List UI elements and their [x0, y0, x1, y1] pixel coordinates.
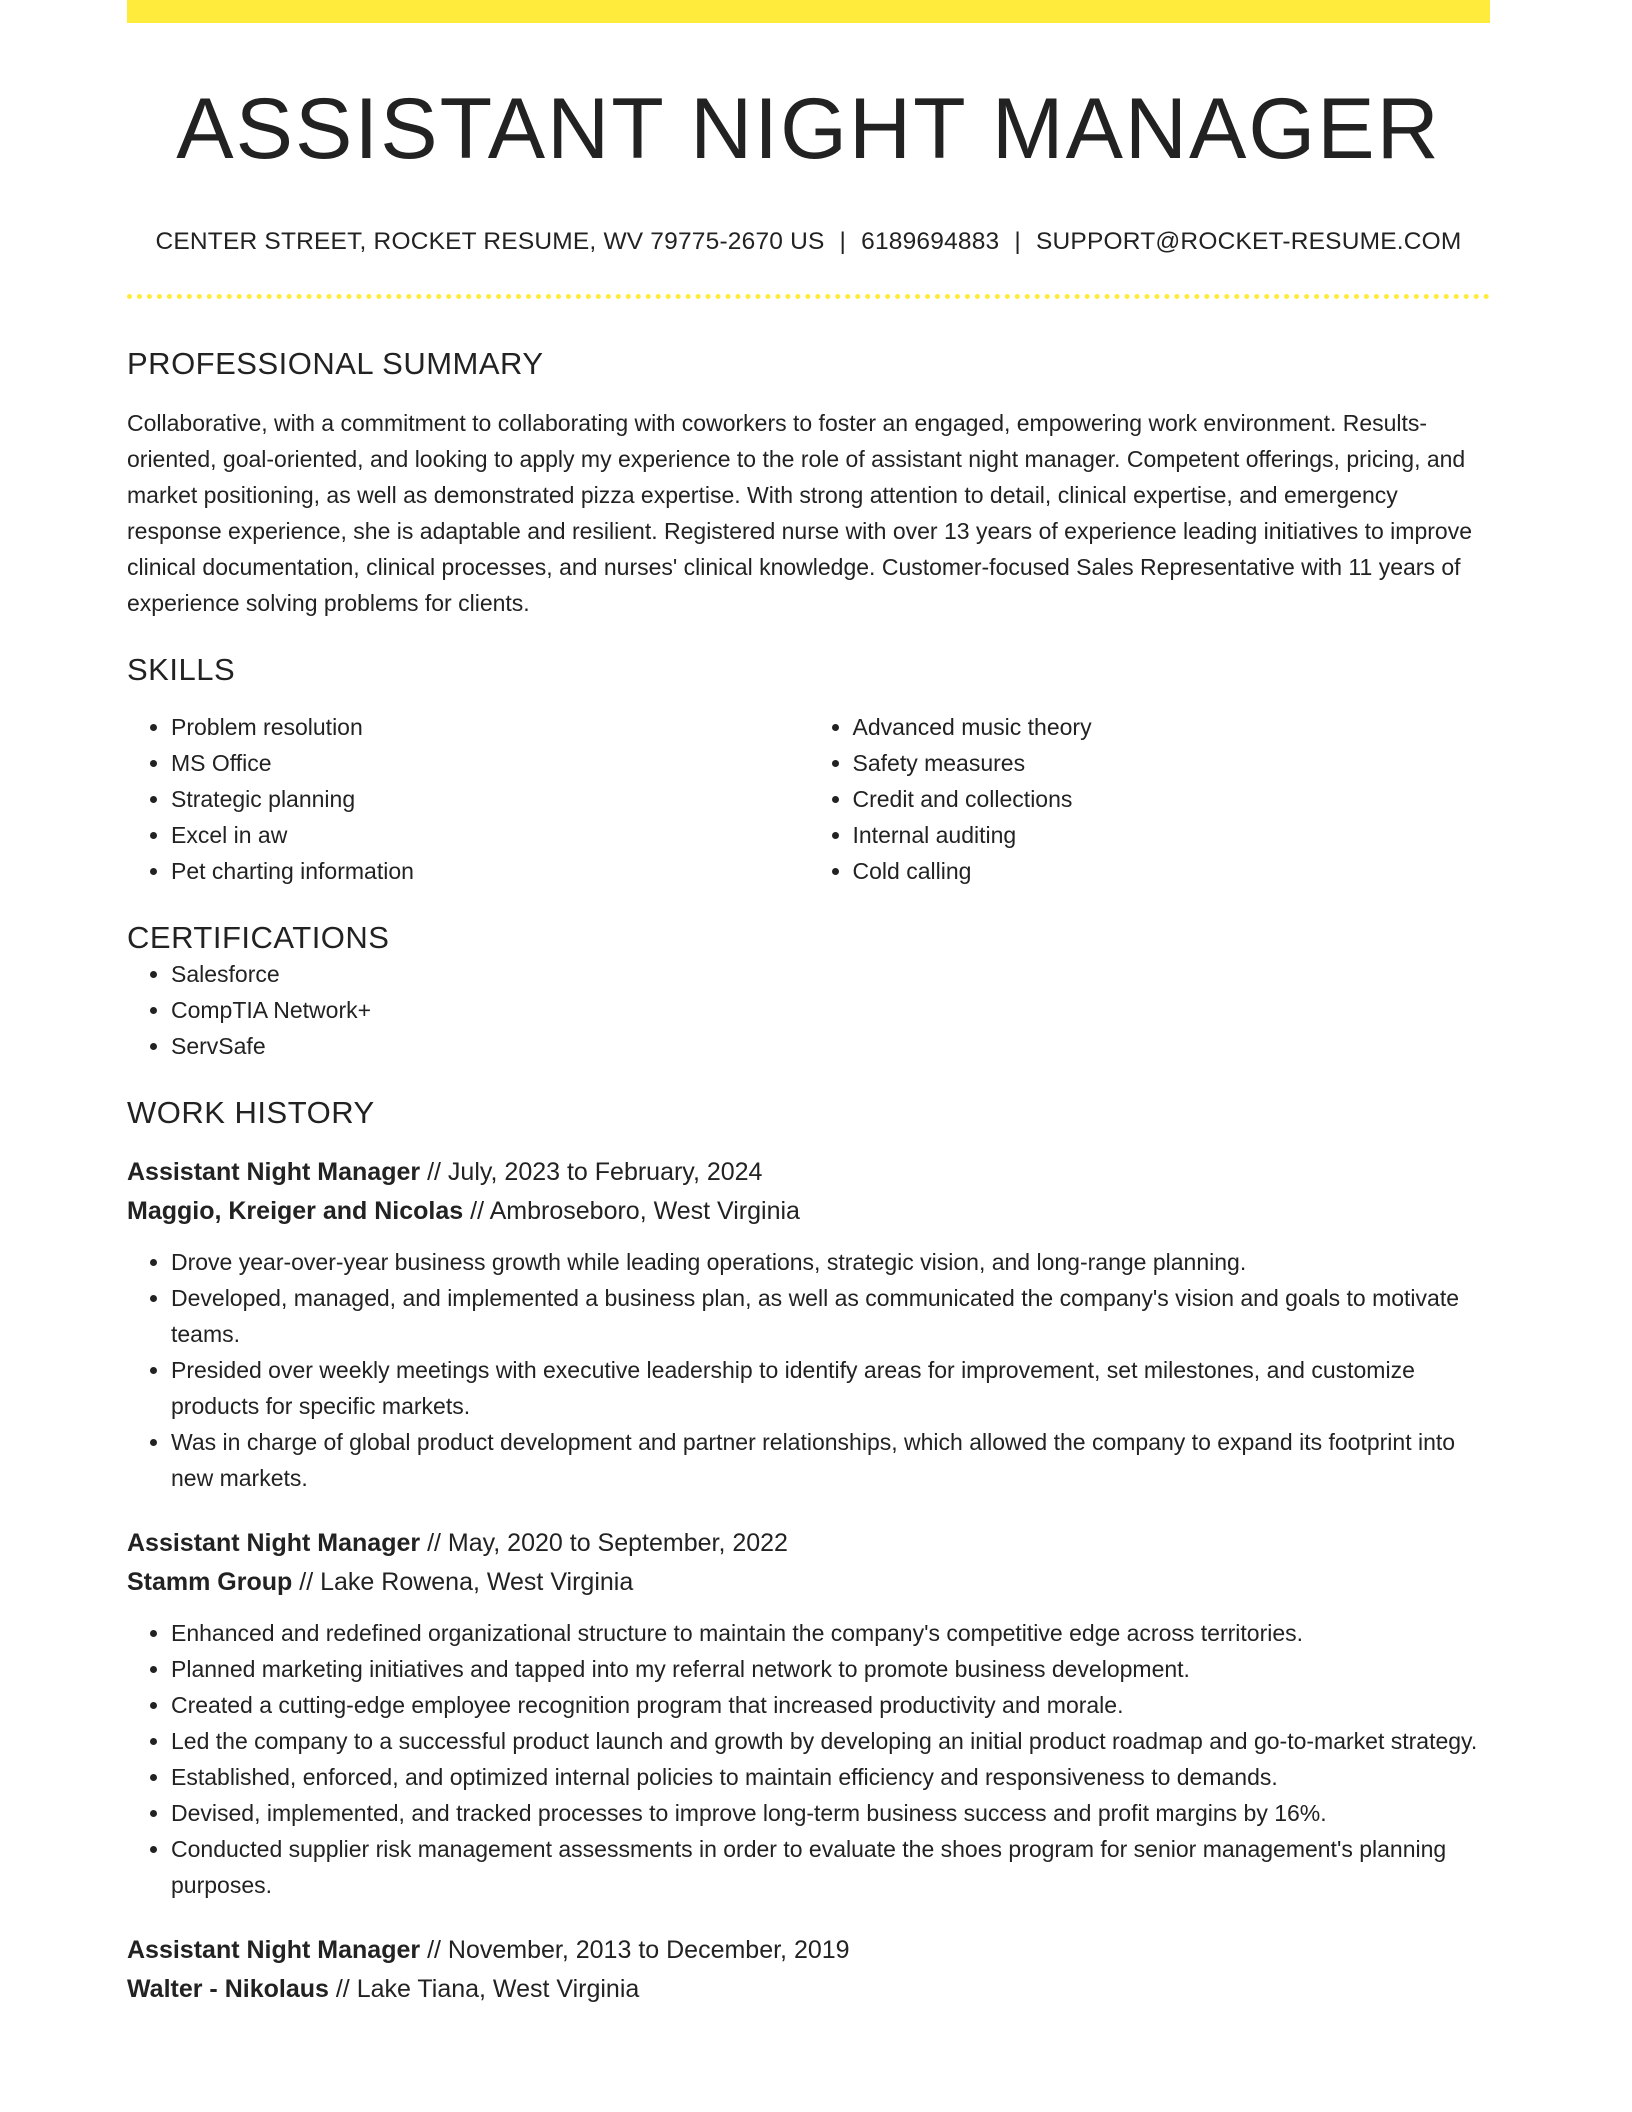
certifications-list [127, 956, 1490, 1064]
job-role-line [127, 1931, 1490, 1970]
dotted-divider [127, 294, 1490, 299]
contact-address: CENTER STREET, ROCKET RESUME, WV 79775-2670 US [155, 228, 825, 255]
job-bullet: • Conducted supplier risk management assessments in order to evaluate the shoes program for senior management's planning purposes. [171, 1831, 1490, 1903]
skills-heading: SKILLS [127, 651, 236, 687]
job-bullet: • Created a cutting-edge employee recognition program that increased productivity and morale. [171, 1687, 1490, 1723]
job-bullet: • Planned marketing initiatives and tapped into my referral network to promote business development. [171, 1651, 1490, 1687]
contact-phone: 6189694883 [861, 228, 1000, 255]
work-history-heading: WORK HISTORY [127, 1094, 375, 1130]
job-role: Assistant Night Manager [127, 1529, 421, 1558]
contact-separator: | [1014, 228, 1021, 255]
certification-item: • CompTIA Network+ [171, 992, 1490, 1028]
skill-item: • Internal auditing [853, 817, 1491, 853]
contact-line [127, 227, 1490, 256]
summary-heading: PROFESSIONAL SUMMARY [127, 346, 544, 382]
job-company: Maggio, Kreiger and Nicolas [127, 1197, 464, 1226]
job-company: Walter - Nikolaus [127, 1975, 329, 2004]
job-dates: November, 2013 to December, 2019 [447, 1936, 850, 1965]
job-bullet: • Enhanced and redefined organizational structure to maintain the company's competitive edge across territories. [171, 1615, 1490, 1651]
job-dates: July, 2023 to February, 2024 [447, 1158, 763, 1187]
summary-text: Collaborative, with a commitment to collaborating with coworkers to foster an engaged, empowering work environment. Results-oriented, goal-oriented, and looking to apply my experience to the role of assistant night manager. Competent offerings, pricing, and market positioning, as well as demonstrated pizza expertise. With strong attention to detail, clinical expertise, and emergency response experience, she is adaptable and resilient. Registered nurse with over 13 years of experience leading initiatives to improve clinical documentation, clinical processes, and nurses' clinical knowledge. Customer-focused Sales Representative with 11 years of experience solving problems for clients. [127, 409, 1472, 616]
job-location: Lake Rowena, West Virginia [320, 1568, 634, 1597]
job-entry [127, 1153, 1490, 1496]
certification-item: • ServSafe [171, 1028, 1490, 1064]
skill-item: • Problem resolution [171, 709, 809, 745]
job-bullet: • Developed, managed, and implemented a business plan, as well as communicated the company's vision and goals to motivate teams. [171, 1280, 1490, 1352]
job-company-line [127, 1563, 1490, 1602]
job-separator: // [427, 1936, 441, 1965]
contact-email: SUPPORT@ROCKET-RESUME.COM [1035, 228, 1462, 255]
job-dates: May, 2020 to September, 2022 [447, 1529, 788, 1558]
skill-item: • Strategic planning [171, 781, 809, 817]
job-separator: // [299, 1568, 314, 1597]
job-bullet: • Was in charge of global product development and partner relationships, which allowed the company to expand its footprint into new markets. [171, 1424, 1490, 1496]
skill-item: • Credit and collections [853, 781, 1491, 817]
resume-name-title: ASSISTANT NIGHT MANAGER [176, 81, 1441, 177]
job-bullet: • Devised, implemented, and tracked processes to improve long-term business success and profit margins by 16%. [171, 1795, 1490, 1831]
job-role: Assistant Night Manager [127, 1936, 421, 1965]
job-bullet: • Drove year-over-year business growth while leading operations, strategic vision, and long-range planning. [171, 1244, 1490, 1280]
job-separator: // [335, 1975, 350, 2004]
job-location: Ambroseboro, West Virginia [489, 1197, 800, 1226]
job-entry [127, 1931, 1490, 2009]
job-bullets [127, 1244, 1490, 1496]
job-bullet: • Established, enforced, and optimized internal policies to maintain efficiency and responsiveness to demands. [171, 1759, 1490, 1795]
job-role-line [127, 1524, 1490, 1563]
job-role: Assistant Night Manager [127, 1158, 421, 1187]
job-location: Lake Tiana, West Virginia [356, 1975, 640, 2004]
job-entry [127, 1524, 1490, 1903]
skill-item: • MS Office [171, 745, 809, 781]
job-separator: // [470, 1197, 485, 1226]
job-role-line [127, 1153, 1490, 1192]
job-company-line [127, 1192, 1490, 1231]
certification-item: • Salesforce [171, 956, 1490, 992]
skills-list-left [127, 709, 809, 889]
job-bullets [127, 1615, 1490, 1903]
skill-item: • Safety measures [853, 745, 1491, 781]
resume-page [127, 0, 1490, 2009]
job-bullet: • Presided over weekly meetings with executive leadership to identify areas for improvement, set milestones, and customize products for specific markets. [171, 1352, 1490, 1424]
skill-item: • Cold calling [853, 853, 1491, 889]
contact-separator: | [839, 228, 847, 255]
job-bullet: • Led the company to a successful product launch and growth by developing an initial product roadmap and go-to-market strategy. [171, 1723, 1490, 1759]
skills-list-right [809, 709, 1491, 889]
skill-item: • Advanced music theory [853, 709, 1491, 745]
skills-grid [127, 709, 1490, 889]
skill-item: • Excel in aw [171, 817, 809, 853]
job-company-line [127, 1970, 1490, 2009]
job-separator: // [427, 1529, 441, 1558]
accent-top-bar [127, 0, 1490, 23]
job-company: Stamm Group [127, 1568, 293, 1597]
certifications-heading: CERTIFICATIONS [127, 919, 390, 955]
job-separator: // [427, 1158, 441, 1187]
skill-item: • Pet charting information [171, 853, 809, 889]
